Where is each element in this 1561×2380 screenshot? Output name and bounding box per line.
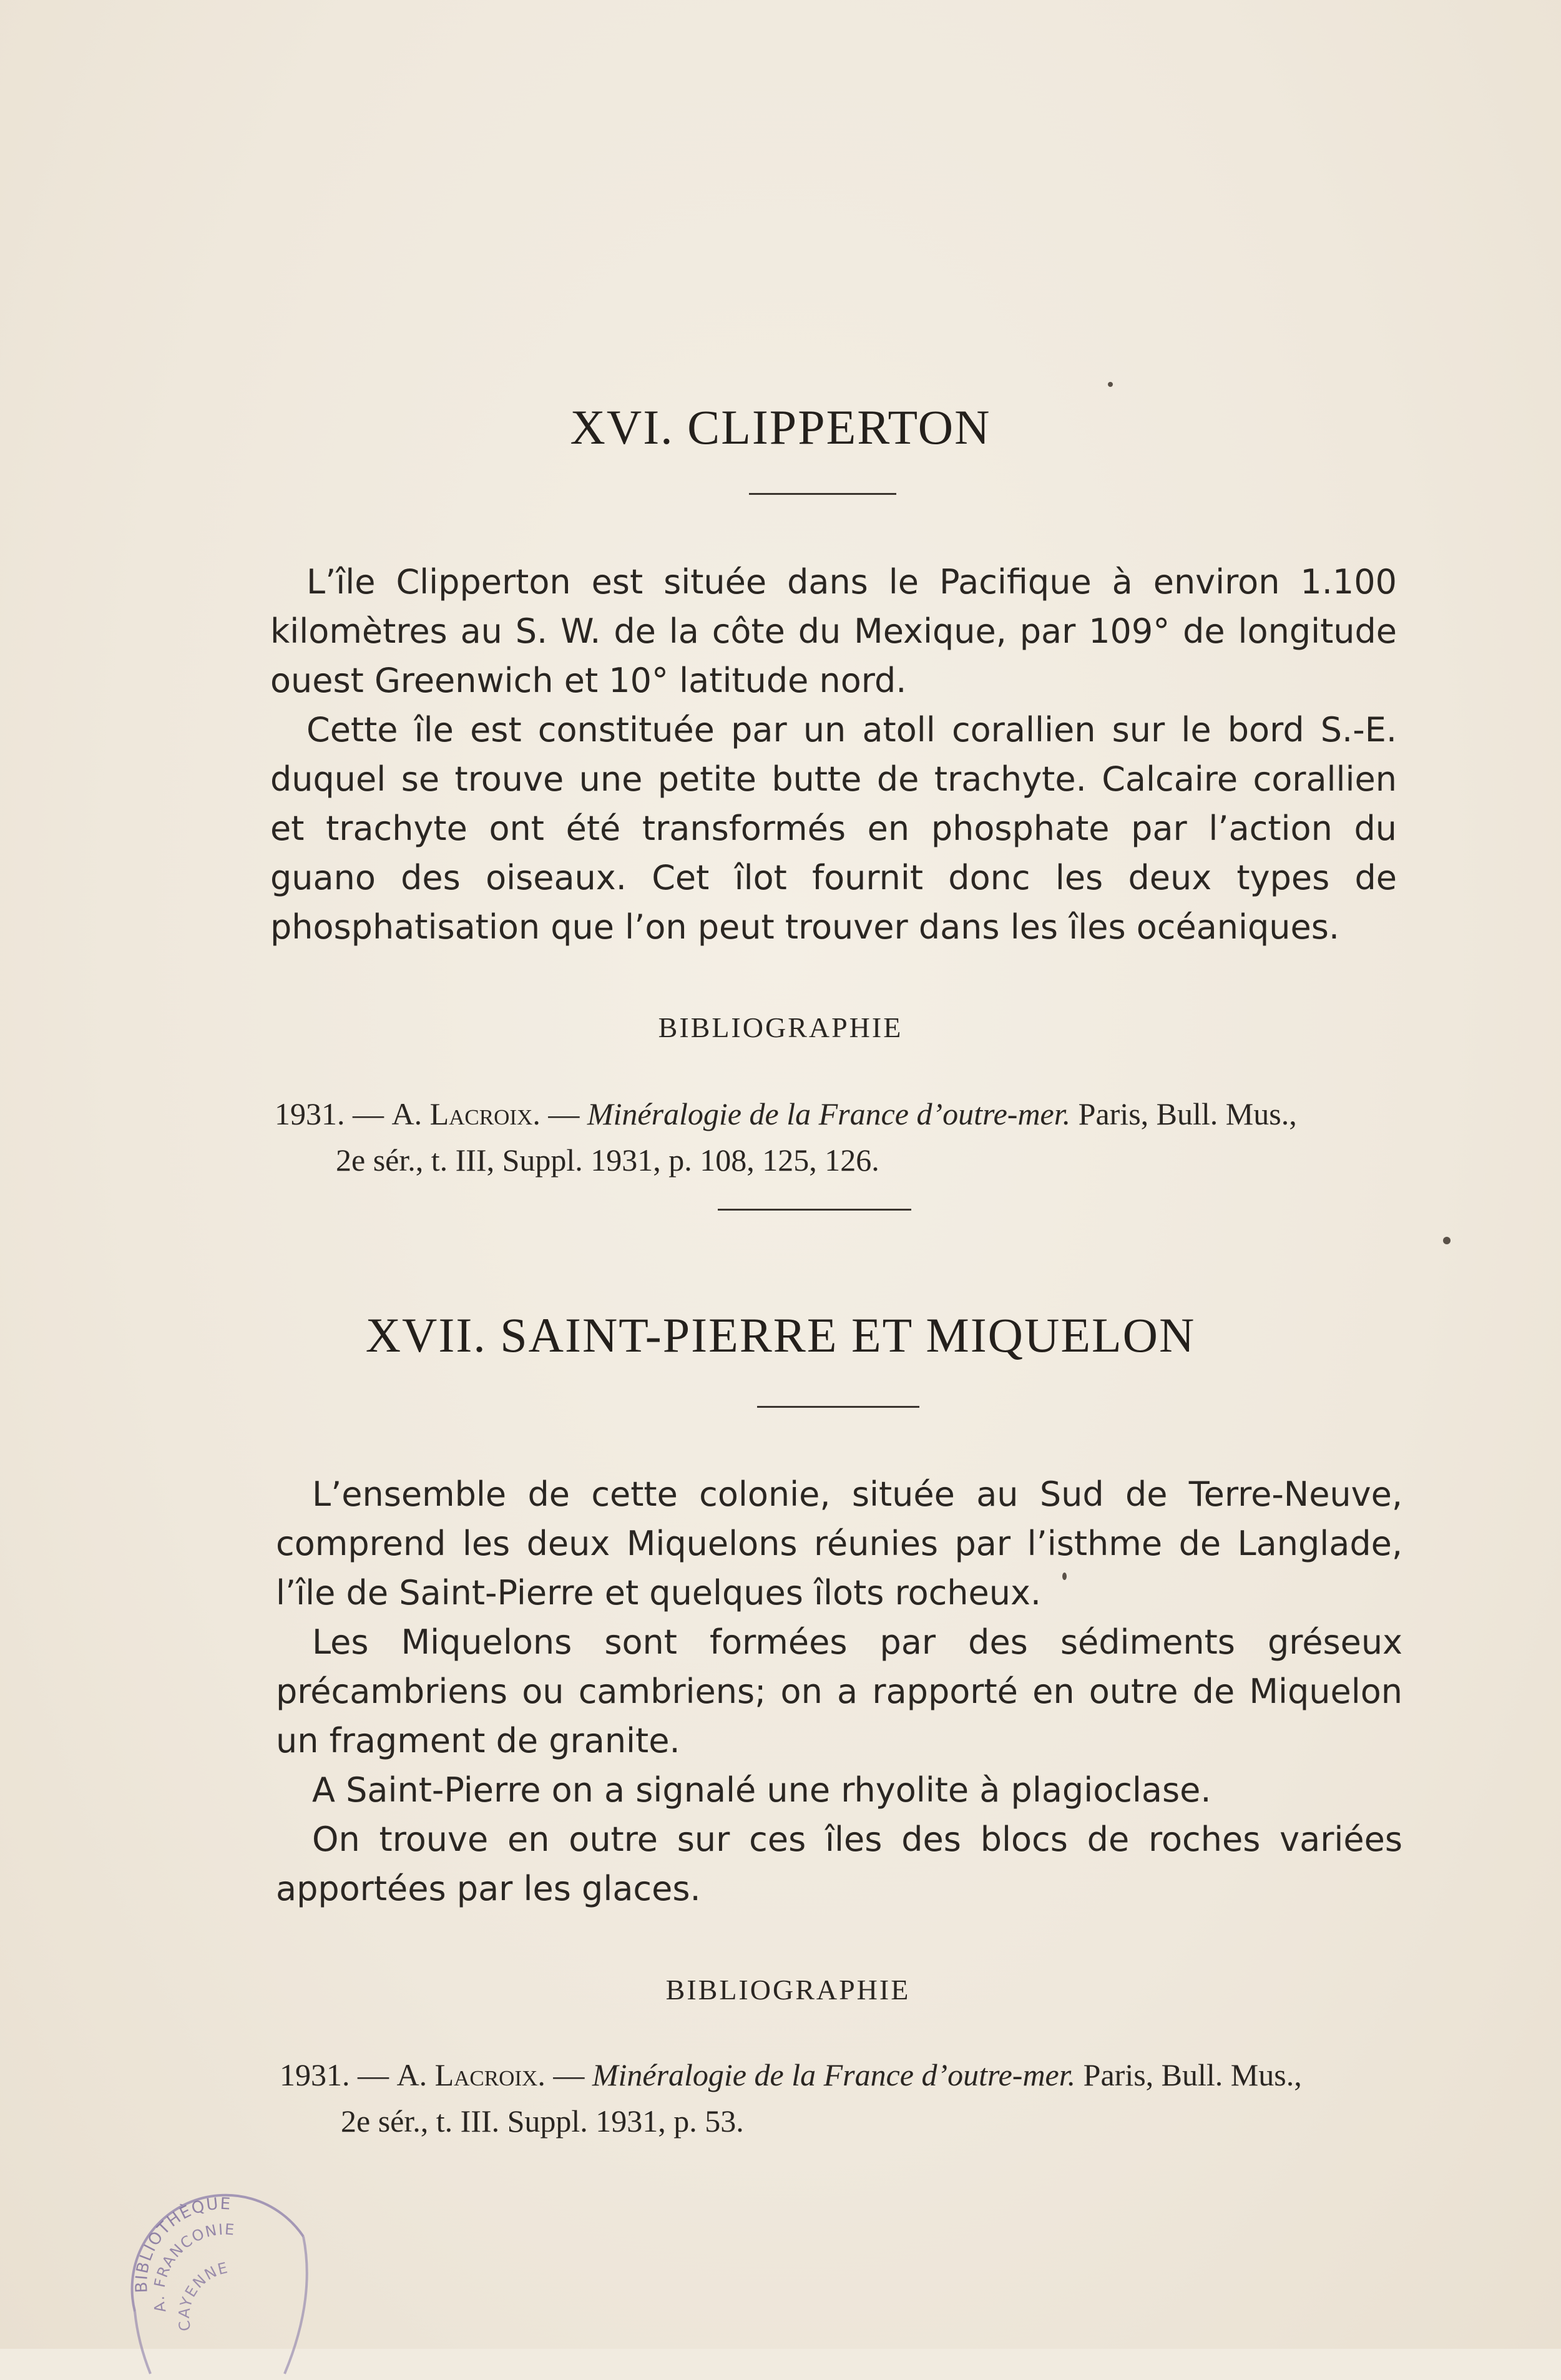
paragraph: Les Miquelons sont formées par des sédiments gréseux précambriens ou cambriens; on a rapporté en outre de Miquelon un fragment de granite. [276,1622,1402,1760]
ref-work-title: Minéralogie de la France d’outre-mer. [587,1096,1071,1131]
title-rule [749,493,896,495]
paper-speck [1443,1237,1451,1244]
bibliography-reference [280,2052,1416,2144]
section-title-clipperton: XVI. CLIPPERTON [570,400,991,454]
ref-dash: — [548,1096,580,1131]
ref-details: Paris, Bull. Mus., [1078,1096,1297,1131]
library-stamp [122,2187,316,2380]
bibliography-heading: BIBLIOGRAPHIE [658,1012,903,1043]
stamp-text: CAYENNE [175,2258,231,2333]
paper-speck [1108,382,1113,387]
paper-speck [1062,1573,1067,1580]
paragraph: A Saint-Pierre on a signalé une rhyolite à plagioclase. [312,1770,1211,1810]
bibliography-heading: BIBLIOGRAPHIE [665,1974,911,2006]
stamp-text: A. FRANCONIE [150,2220,237,2314]
svg-text:CAYENNE [175,2259,230,2333]
ref-author: A. Lacroix. [391,1096,541,1131]
paragraph: On trouve en outre sur ces îles des blocs de roches variées apportées par les glaces. [276,1820,1402,1908]
ref-details-line2: 2e sér., t. III, Suppl. 1931, p. 108, 125, 126. [336,1143,879,1178]
paragraph: Cette île est constituée par un atoll corallien sur le bord S.-E. duquel se trouve une petite butte de trachyte. Calcaire corallien et trachyte ont été transformés en phosphate par l’action du guano des oiseaux. Cet îlot fournit donc les deux types de phosphatisation que l’on peut trouver dans les îles océaniques. [270,710,1397,947]
ref-dash: — [553,2057,585,2092]
title-rule [757,1406,919,1408]
ref-year: 1931. [280,2057,350,2092]
bibliography-reference [275,1091,1411,1183]
section-separator-rule [718,1209,911,1211]
ref-details: Paris, Bull. Mus., [1083,2057,1302,2092]
ref-dash: — [353,1096,384,1131]
section-title-saint-pierre-miquelon: XVII. SAINT-PIERRE ET MIQUELON [365,1308,1196,1362]
paragraph: L’ensemble de cette colonie, située au Sud de Terre-Neuve, comprend les deux Miquelons réunies par l’isthme de Langlade, l’île de Saint-Pierre et quelques îlots rocheux. [276,1475,1402,1612]
paragraph: L’île Clipperton est située dans le Pacifique à environ 1.100 kilomètres au S. W. de la côte du Mexique, par 109° de longitude ouest Greenwich et 10° latitude nord. [270,562,1397,700]
ref-year: 1931. [275,1096,345,1131]
stamp-text: BIBLIOTHÈQUE [132,2194,232,2293]
ref-author: A. Lacroix. [396,2057,546,2092]
ref-details-line2: 2e sér., t. III. Suppl. 1931, p. 53. [341,2104,744,2139]
ref-dash: — [358,2057,389,2092]
ref-work-title: Minéralogie de la France d’outre-mer. [592,2057,1076,2092]
